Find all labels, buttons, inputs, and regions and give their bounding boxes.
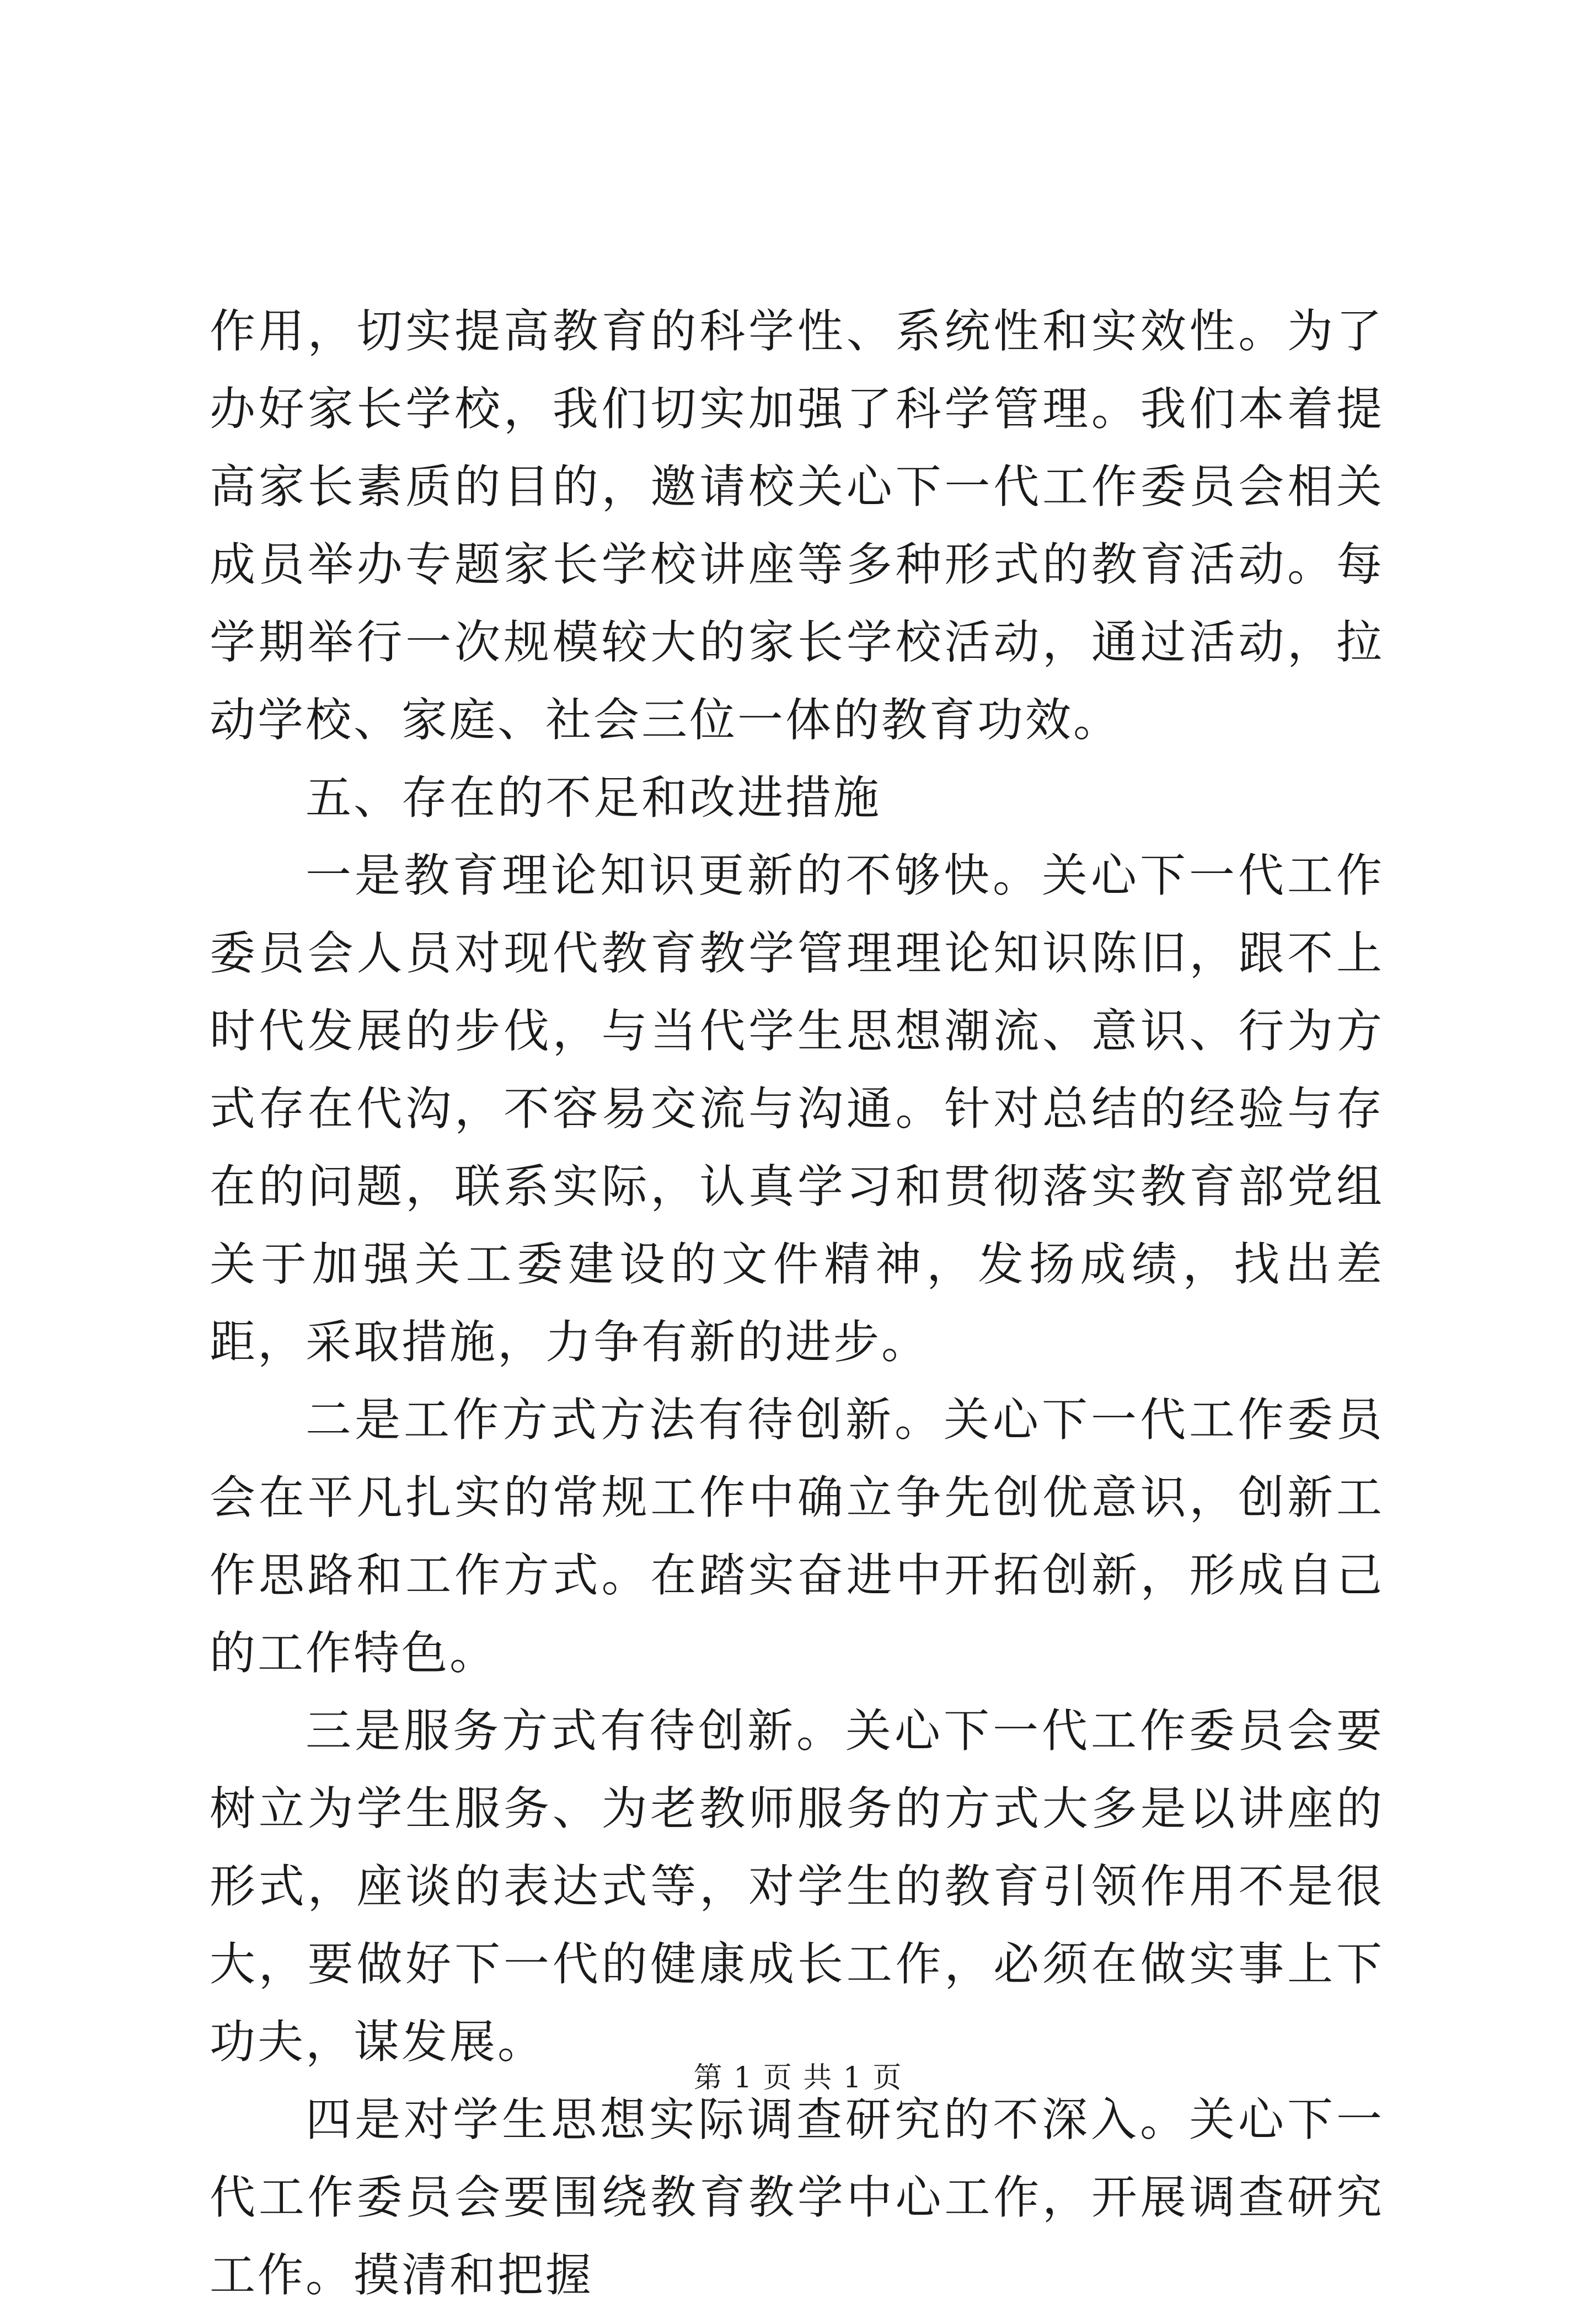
paragraph-point-three: 三是服务方式有待创新。关心下一代工作委员会要树立为学生服务、为老教师服务的方式大多是以讲座的形式，座谈的表达式等，对学生的教育引领作用不是很大，要做好下一代的健康成长工作，必须在做实事上下功夫，谋发展。 bbox=[210, 1704, 1384, 2069]
paragraph-point-two: 二是工作方式方法有待创新。关心下一代工作委员会在平凡扎实的常规工作中确立争先创优意识，创新工作思路和工作方式。在踏实奋进中开拓创新，形成自己的工作特色。 bbox=[210, 1393, 1384, 1680]
paragraph-point-four: 四是对学生思想实际调查研究的不深入。关心下一代工作委员会要围绕教育教学中心工作，开展调查研究工作。摸清和把握 bbox=[210, 2093, 1384, 2302]
paragraph-point-one: 一是教育理论知识更新的不够快。关心下一代工作委员会人员对现代教育教学管理理论知识陈旧，跟不上时代发展的步伐，与当代学生思想潮流、意识、行为方式存在代沟，不容易交流与沟通。针对总结的经验与存在的问题，联系实际，认真学习和贯彻落实教育部党组关于加强关工委建设的文件精神，发扬成绩，找出差距，采取措施，力争有新的进步。 bbox=[210, 849, 1384, 1369]
section-heading: 五、存在的不足和改进措施 bbox=[306, 771, 881, 824]
page-number-footer: 第 1 页 共 1 页 bbox=[693, 2061, 903, 2095]
paragraph-continuation: 作用，切实提高教育的科学性、系统性和实效性。为了办好家长学校，我们切实加强了科学管理。我们本着提高家长素质的目的，邀请校关心下一代工作委员会相关成员举办专题家长学校讲座等多种形式的教育活动。每学期举行一次规模较大的家长学校活动，通过活动，拉动学校、家庭、社会三位一体的教育功效。 bbox=[210, 304, 1384, 747]
document-body bbox=[210, 292, 1384, 2314]
